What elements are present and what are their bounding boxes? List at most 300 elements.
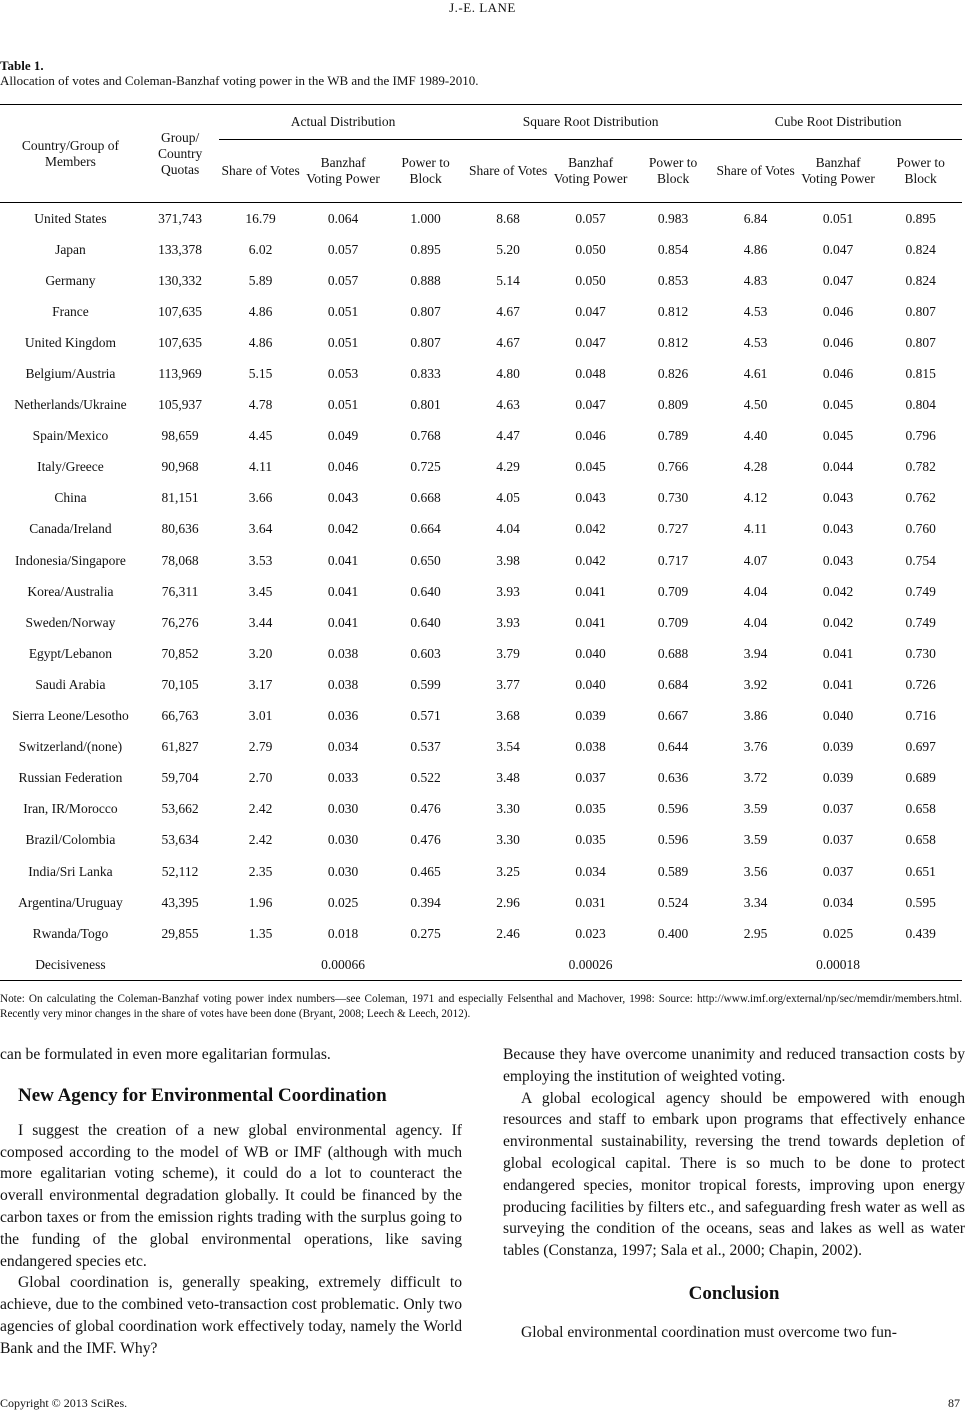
value-cell: 0.644	[657, 739, 689, 755]
value-cell: 0.041	[822, 676, 854, 692]
value-cell: 3.59	[743, 832, 768, 848]
value-cell: 53,634	[161, 832, 199, 848]
header-share-of-votes: Share of Votes	[467, 140, 550, 203]
value-cell: 0.042	[822, 583, 854, 599]
value-cell: 0.983	[657, 210, 689, 226]
country-cell: Egypt/Lebanon	[28, 645, 113, 661]
value-cell: 4.11	[249, 459, 273, 475]
voting-power-table	[0, 104, 962, 981]
value-cell: 0.044	[822, 459, 854, 475]
value-cell: 52,112	[161, 863, 199, 879]
value-cell: 0.051	[822, 210, 854, 226]
value-cell: 0.394	[410, 894, 441, 910]
value-cell: 0.040	[822, 708, 854, 724]
value-cell: 0.812	[657, 303, 689, 319]
table-row	[0, 887, 962, 918]
value-cell: 53,662	[161, 801, 199, 817]
decisiveness-row	[0, 949, 962, 981]
value-cell: 0.824	[905, 241, 936, 257]
value-cell: 4.53	[743, 303, 768, 319]
country-cell: Korea/Australia	[27, 583, 114, 599]
value-cell: 3.64	[248, 521, 273, 537]
value-cell: 0.465	[410, 863, 441, 879]
running-head: J.-E. LANE	[449, 0, 516, 15]
value-cell: 0.049	[327, 428, 359, 444]
value-cell: 0.807	[410, 334, 441, 350]
value-cell: 4.86	[743, 241, 768, 257]
value-cell: 0.807	[905, 303, 936, 319]
value-cell: 3.76	[743, 739, 768, 755]
value-cell: 0.589	[657, 863, 689, 879]
value-cell: 0.717	[657, 552, 689, 568]
value-cell: 3.94	[743, 645, 768, 661]
table-note: Note: On calculating the Coleman-Banzhaf voting power index numbers—see Coleman, 1971 and especially Felsenthal and Machover, 1998: Source: http://www.imf.org/external/np/sec/memdir/members.html. Recently very minor changes in the share of votes have been done (Bryant, 2008; Leech & Leech, 2012).	[0, 993, 962, 1020]
value-cell: 4.28	[743, 459, 768, 475]
value-cell: 0.045	[575, 459, 606, 475]
value-cell: 0.789	[657, 428, 689, 444]
value-cell: 0.051	[327, 397, 359, 413]
value-cell: 0.725	[410, 459, 441, 475]
value-cell: 0.730	[657, 490, 689, 506]
table-row	[0, 732, 962, 763]
country-cell: Russian Federation	[18, 770, 123, 786]
table-row	[0, 638, 962, 669]
value-cell: 0.041	[575, 614, 606, 630]
value-cell: 0.801	[410, 397, 441, 413]
value-cell: 0.025	[822, 925, 854, 941]
value-cell: 0.807	[905, 334, 936, 350]
value-cell: 0.046	[327, 459, 359, 475]
decisiveness-value: 0.00066	[302, 949, 385, 981]
value-cell: 0.768	[410, 428, 441, 444]
value-cell: 4.67	[496, 334, 520, 350]
header-share-of-votes: Share of Votes	[219, 140, 302, 203]
header-banzhaf-power: Banzhaf Voting Power	[549, 140, 632, 203]
value-cell: 0.571	[410, 708, 441, 724]
header-power-to-block: Power to Block	[384, 140, 467, 203]
paragraph: Global coordination is, generally speaking, extremely difficult to achieve, due to the combined veto-transaction cost problematic. Only two agencies of global coordination work effectively today, namely the World Bank and the IMF. Why?	[0, 1274, 462, 1357]
country-cell: Netherlands/Ukraine	[14, 397, 127, 413]
table-row	[0, 763, 962, 794]
table-label: Table 1.	[0, 58, 44, 73]
value-cell: 2.79	[248, 739, 273, 755]
value-cell: 0.025	[327, 894, 359, 910]
country-cell: Saudi Arabia	[35, 676, 106, 692]
value-cell: 4.04	[743, 583, 768, 599]
value-cell: 3.34	[743, 894, 768, 910]
value-cell: 0.726	[905, 676, 936, 692]
value-cell: 4.29	[496, 459, 520, 475]
value-cell: 4.50	[743, 397, 768, 413]
value-cell: 0.040	[575, 676, 606, 692]
value-cell: 0.045	[822, 397, 854, 413]
value-cell: 0.057	[575, 210, 606, 226]
value-cell: 0.047	[822, 241, 854, 257]
value-cell: 3.92	[743, 676, 768, 692]
value-cell: 0.854	[657, 241, 689, 257]
country-cell: Sweden/Norway	[25, 614, 116, 630]
value-cell: 0.727	[657, 521, 689, 537]
value-cell: 130,332	[158, 272, 203, 288]
value-cell: 0.045	[822, 428, 854, 444]
value-cell: 0.476	[410, 801, 441, 817]
value-cell: 0.043	[575, 490, 606, 506]
country-cell: India/Sri Lanka	[28, 863, 113, 879]
value-cell: 98,659	[161, 428, 199, 444]
table-body	[0, 203, 962, 981]
value-cell: 0.047	[575, 334, 606, 350]
value-cell: 0.053	[327, 366, 359, 382]
value-cell: 0.041	[822, 645, 854, 661]
value-cell: 3.93	[496, 614, 520, 630]
value-cell: 0.043	[822, 521, 854, 537]
value-cell: 0.650	[410, 552, 441, 568]
value-cell: 1.000	[410, 210, 441, 226]
table-row	[0, 452, 962, 483]
value-cell: 4.04	[496, 521, 520, 537]
value-cell: 0.033	[327, 770, 359, 786]
value-cell: 61,827	[161, 739, 199, 755]
value-cell: 113,969	[158, 366, 202, 382]
country-cell: Brazil/Colombia	[25, 832, 116, 848]
country-cell: Switzerland/(none)	[18, 739, 123, 755]
value-cell: 0.038	[575, 739, 606, 755]
table-row	[0, 918, 962, 949]
section-heading: Conclusion	[688, 1282, 780, 1304]
value-cell: 0.040	[575, 645, 606, 661]
value-cell: 4.83	[743, 272, 768, 288]
table-row	[0, 607, 962, 638]
value-cell: 0.782	[905, 459, 936, 475]
value-cell: 0.039	[822, 739, 854, 755]
value-cell: 0.051	[327, 334, 359, 350]
country-cell: Iran, IR/Morocco	[23, 801, 118, 817]
value-cell: 0.030	[327, 863, 359, 879]
header-share-of-votes: Share of Votes	[714, 140, 797, 203]
table-row	[0, 390, 962, 421]
value-cell: 76,276	[161, 614, 199, 630]
value-cell: 5.20	[496, 241, 520, 257]
value-cell: 3.01	[248, 708, 273, 724]
value-cell: 0.760	[905, 521, 936, 537]
value-cell: 90,968	[161, 459, 199, 475]
value-cell: 0.709	[657, 614, 689, 630]
value-cell: 3.79	[496, 645, 520, 661]
paragraph: A global ecological agency should be empowered with enough resources and staff to embark upon programs that effectively enhance environmental sustainability, reversing the trend towards depletion of global ecological capital. There is so much to be done to protect endangered species, monitor tropical forests, improving upon energy producing facilities by filters etc., and safeguarding fresh water as well as surveying the condition of the oceans, seas and lakes as well as water tables (Constanza, 1997; Sala et al., 2000; Chapin, 2002).	[503, 1089, 965, 1260]
value-cell: 0.599	[410, 676, 441, 692]
value-cell: 0.064	[327, 210, 359, 226]
value-cell: 3.53	[248, 552, 273, 568]
value-cell: 4.86	[248, 334, 273, 350]
value-cell: 0.018	[327, 925, 359, 941]
value-cell: 0.046	[575, 428, 606, 444]
value-cell: 0.796	[905, 428, 936, 444]
value-cell: 0.596	[657, 832, 689, 848]
value-cell: 105,937	[158, 397, 203, 413]
table-row	[0, 856, 962, 887]
value-cell: 2.95	[743, 925, 768, 941]
value-cell: 0.766	[657, 459, 689, 475]
value-cell: 3.48	[496, 770, 520, 786]
value-cell: 4.53	[743, 334, 768, 350]
value-cell: 0.030	[327, 832, 359, 848]
country-cell: Germany	[45, 272, 96, 288]
value-cell: 0.596	[657, 801, 689, 817]
value-cell: 70,105	[161, 676, 199, 692]
value-cell: 0.640	[410, 583, 441, 599]
value-cell: 0.762	[905, 490, 936, 506]
country-cell: Spain/Mexico	[32, 428, 109, 444]
table-row	[0, 701, 962, 732]
value-cell: 4.05	[496, 490, 520, 506]
value-cell: 0.651	[905, 863, 936, 879]
value-cell: 0.537	[410, 739, 441, 755]
country-cell: United States	[34, 210, 107, 226]
value-cell: 0.043	[822, 552, 854, 568]
value-cell: 0.697	[905, 739, 936, 755]
value-cell: 0.804	[905, 397, 936, 413]
value-cell: 3.86	[743, 708, 768, 724]
header-group-cube-root: Cube Root Distribution	[714, 105, 962, 140]
value-cell: 0.046	[822, 334, 854, 350]
value-cell: 0.709	[657, 583, 689, 599]
value-cell: 0.038	[327, 676, 359, 692]
value-cell: 0.888	[410, 272, 441, 288]
value-cell: 0.807	[410, 303, 441, 319]
value-cell: 43,395	[161, 894, 199, 910]
header-group-actual: Actual Distribution	[219, 105, 467, 140]
value-cell: 0.038	[327, 645, 359, 661]
value-cell: 4.80	[496, 366, 520, 382]
value-cell: 76,311	[161, 583, 199, 599]
value-cell: 3.30	[496, 801, 520, 817]
value-cell: 0.042	[327, 521, 359, 537]
value-cell: 66,763	[161, 708, 199, 724]
value-cell: 0.439	[905, 925, 936, 941]
value-cell: 29,855	[161, 925, 199, 941]
value-cell: 3.20	[248, 645, 273, 661]
value-cell: 3.72	[743, 770, 768, 786]
header-country: Country/Group of Members	[0, 105, 141, 203]
value-cell: 0.689	[905, 770, 936, 786]
decisiveness-value: 0.00026	[549, 949, 632, 981]
value-cell: 4.67	[496, 303, 520, 319]
value-cell: 0.041	[327, 614, 359, 630]
value-cell: 0.603	[410, 645, 441, 661]
value-cell: 3.68	[496, 708, 520, 724]
value-cell: 81,151	[161, 490, 199, 506]
value-cell: 5.89	[248, 272, 273, 288]
header-group-square-root: Square Root Distribution	[467, 105, 715, 140]
value-cell: 8.68	[496, 210, 520, 226]
table-row	[0, 545, 962, 576]
paragraph: Global environmental coordination must overcome two fun-	[521, 1323, 897, 1341]
country-cell: Belgium/Austria	[25, 366, 116, 382]
value-cell: 4.11	[744, 521, 768, 537]
decisiveness-label: Decisiveness	[0, 949, 141, 981]
value-cell: 4.63	[496, 397, 520, 413]
value-cell: 0.047	[575, 303, 606, 319]
value-cell: 0.034	[575, 863, 606, 879]
country-cell: Italy/Greece	[37, 459, 104, 475]
table-row	[0, 669, 962, 700]
value-cell: 0.031	[575, 894, 606, 910]
value-cell: 0.749	[905, 614, 936, 630]
value-cell: 4.07	[743, 552, 768, 568]
value-cell: 0.668	[410, 490, 441, 506]
value-cell: 0.051	[327, 303, 359, 319]
value-cell: 0.815	[905, 366, 936, 382]
table-row	[0, 296, 962, 327]
value-cell: 0.057	[327, 272, 359, 288]
header-power-to-block: Power to Block	[879, 140, 962, 203]
country-cell: France	[52, 303, 89, 319]
value-cell: 0.809	[657, 397, 689, 413]
value-cell: 3.17	[248, 676, 273, 692]
value-cell: 0.754	[905, 552, 936, 568]
value-cell: 0.658	[905, 832, 936, 848]
table-row	[0, 421, 962, 452]
value-cell: 16.79	[245, 210, 276, 226]
value-cell: 6.02	[248, 241, 273, 257]
value-cell: 371,743	[158, 210, 203, 226]
value-cell: 0.824	[905, 272, 936, 288]
value-cell: 0.595	[905, 894, 936, 910]
value-cell: 107,635	[158, 303, 203, 319]
value-cell: 0.716	[905, 708, 936, 724]
value-cell: 0.035	[575, 832, 606, 848]
value-cell: 2.42	[248, 801, 273, 817]
value-cell: 2.42	[248, 832, 273, 848]
value-cell: 4.45	[248, 428, 273, 444]
value-cell: 0.730	[905, 645, 936, 661]
value-cell: 3.93	[496, 583, 520, 599]
value-cell: 5.15	[248, 366, 273, 382]
header-power-to-block: Power to Block	[632, 140, 715, 203]
header-quotas: Group/ Country Quotas	[141, 105, 219, 203]
value-cell: 0.895	[410, 241, 441, 257]
table-row	[0, 576, 962, 607]
country-cell: Canada/Ireland	[29, 521, 112, 537]
value-cell: 4.86	[248, 303, 273, 319]
table-title: Allocation of votes and Coleman-Banzhaf voting power in the WB and the IMF 1989-2010.	[0, 73, 479, 88]
value-cell: 3.54	[496, 739, 520, 755]
value-cell: 0.833	[410, 366, 441, 382]
value-cell: 0.047	[822, 272, 854, 288]
value-cell: 0.035	[575, 801, 606, 817]
value-cell: 107,635	[158, 334, 203, 350]
country-cell: Rwanda/Togo	[32, 925, 109, 941]
paragraph: can be formulated in even more egalitarian formulas.	[0, 1046, 331, 1063]
value-cell: 0.749	[905, 583, 936, 599]
value-cell: 80,636	[161, 521, 199, 537]
value-cell: 4.12	[743, 490, 768, 506]
value-cell: 0.275	[410, 925, 441, 941]
value-cell: 0.048	[575, 366, 606, 382]
country-cell: United Kingdom	[24, 334, 116, 350]
value-cell: 0.023	[575, 925, 606, 941]
value-cell: 0.057	[327, 241, 359, 257]
paragraph: I suggest the creation of a new global environmental agency. If composed according to the model of WB or IMF (although with much more egalitarian voting scheme), it could do a lot to counteract the overall environmental degradation globally. It could be financed by the carbon taxes or from the emission rights trading with the surplus going to the funding of the global environmental operations, like saving endangered species etc.	[0, 1121, 462, 1270]
country-cell: Indonesia/Singapore	[14, 552, 126, 568]
value-cell: 2.46	[496, 925, 520, 941]
value-cell: 2.70	[248, 770, 273, 786]
value-cell: 0.041	[575, 583, 606, 599]
table-row	[0, 825, 962, 856]
value-cell: 0.476	[410, 832, 441, 848]
value-cell: 0.037	[822, 801, 854, 817]
value-cell: 2.35	[248, 863, 273, 879]
value-cell: 0.400	[657, 925, 689, 941]
value-cell: 0.826	[657, 366, 689, 382]
country-cell: China	[54, 490, 87, 506]
table-row	[0, 483, 962, 514]
value-cell: 3.45	[248, 583, 273, 599]
value-cell: 3.44	[248, 614, 273, 630]
value-cell: 1.96	[248, 894, 273, 910]
value-cell: 3.77	[496, 676, 520, 692]
table-row	[0, 514, 962, 545]
value-cell: 0.042	[822, 614, 854, 630]
table-row	[0, 327, 962, 358]
value-cell: 0.046	[822, 303, 854, 319]
value-cell: 0.039	[575, 708, 606, 724]
value-cell: 0.041	[327, 583, 359, 599]
table-row	[0, 234, 962, 265]
copyright: Copyright © 2013 SciRes.	[0, 1396, 128, 1410]
value-cell: 0.524	[657, 894, 689, 910]
value-cell: 0.664	[410, 521, 441, 537]
section-heading: New Agency for Environmental Coordination	[18, 1084, 387, 1106]
value-cell: 133,378	[158, 241, 203, 257]
value-cell: 4.04	[743, 614, 768, 630]
value-cell: 0.895	[905, 210, 936, 226]
value-cell: 0.046	[822, 366, 854, 382]
value-cell: 3.59	[743, 801, 768, 817]
value-cell: 6.84	[743, 210, 768, 226]
value-cell: 3.98	[496, 552, 520, 568]
value-cell: 0.043	[822, 490, 854, 506]
value-cell: 1.35	[248, 925, 273, 941]
value-cell: 0.667	[657, 708, 689, 724]
value-cell: 3.56	[743, 863, 768, 879]
country-cell: Argentina/Uruguay	[18, 894, 123, 910]
value-cell: 4.47	[496, 428, 520, 444]
value-cell: 59,704	[161, 770, 199, 786]
value-cell: 0.522	[410, 770, 441, 786]
value-cell: 0.043	[327, 490, 359, 506]
value-cell: 4.40	[743, 428, 768, 444]
value-cell: 0.037	[822, 832, 854, 848]
header-banzhaf-power: Banzhaf Voting Power	[797, 140, 880, 203]
value-cell: 0.037	[822, 863, 854, 879]
table-row	[0, 794, 962, 825]
header-banzhaf-power: Banzhaf Voting Power	[302, 140, 385, 203]
value-cell: 0.041	[327, 552, 359, 568]
page-number: 87	[948, 1396, 960, 1410]
value-cell: 0.658	[905, 801, 936, 817]
value-cell: 0.684	[657, 676, 689, 692]
right-column	[503, 1044, 965, 1344]
value-cell: 3.66	[248, 490, 273, 506]
value-cell: 0.030	[327, 801, 359, 817]
value-cell: 0.042	[575, 521, 606, 537]
table-row	[0, 203, 962, 235]
value-cell: 0.853	[657, 272, 689, 288]
value-cell: 0.036	[327, 708, 359, 724]
value-cell: 0.812	[657, 334, 689, 350]
value-cell: 0.050	[575, 241, 606, 257]
